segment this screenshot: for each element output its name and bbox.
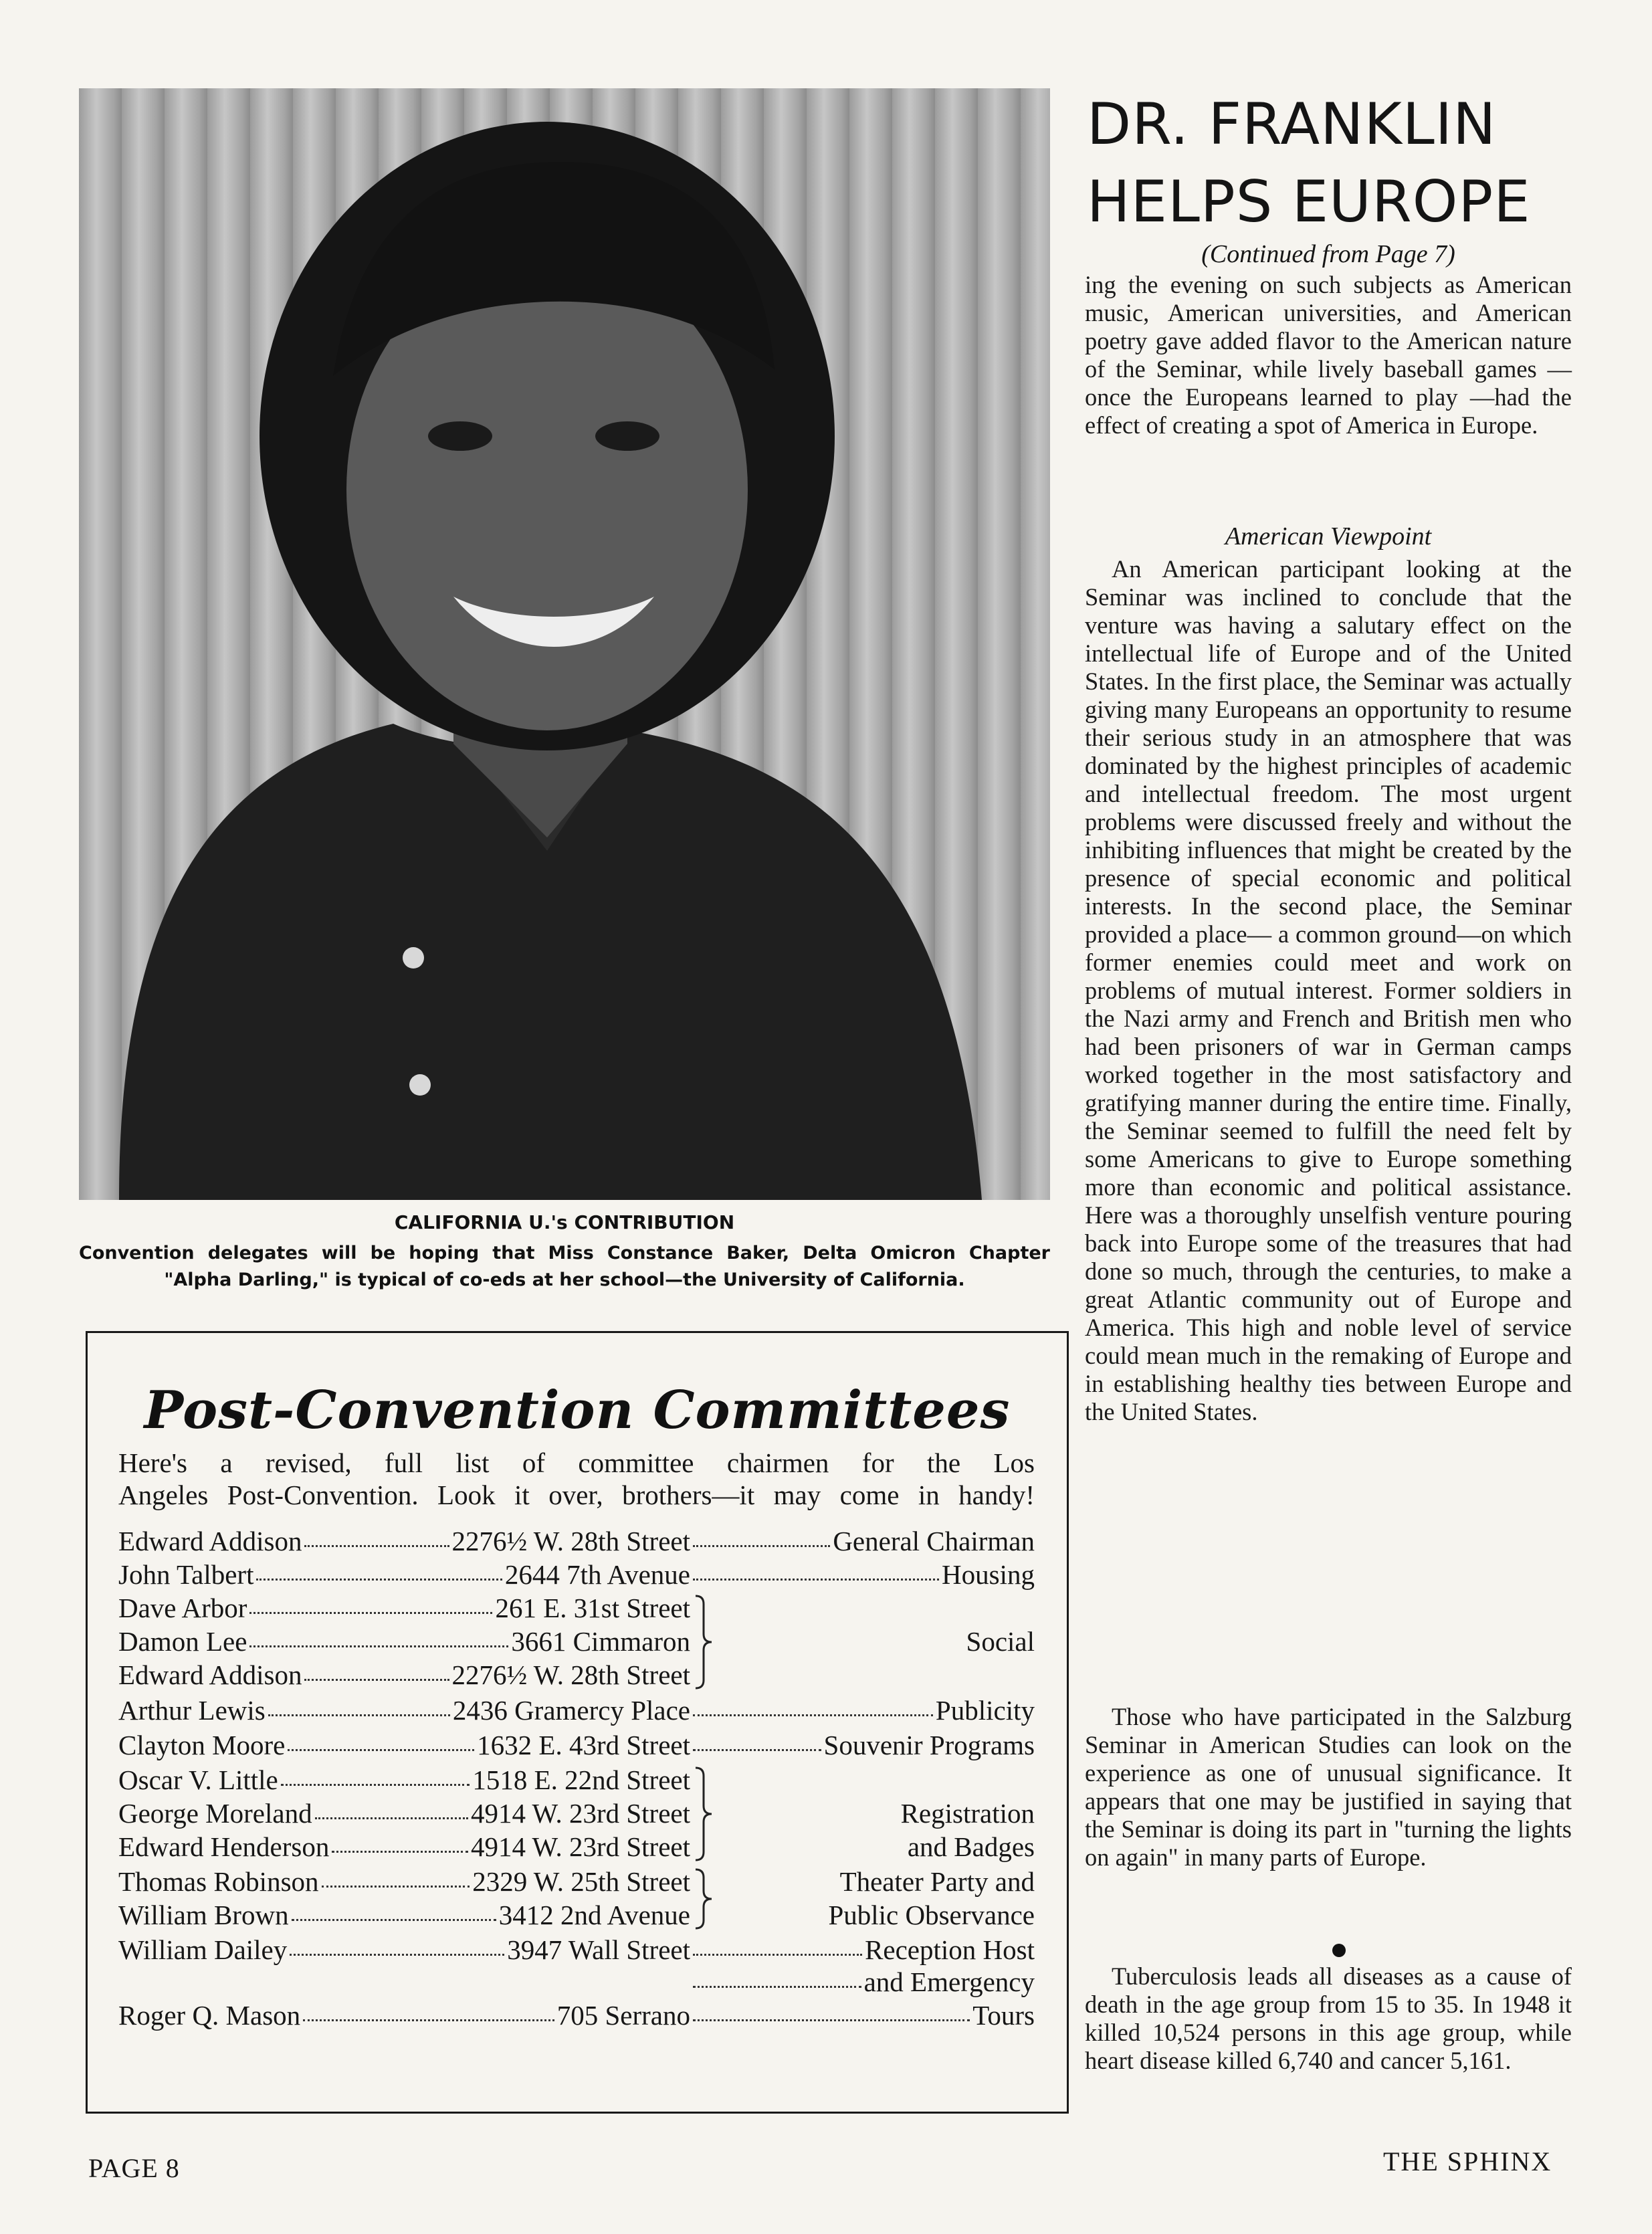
- paragraph-text: Tuberculosis leads all diseases as a cause of death in the age group from 15 to 35. In 1948 it killed 10,524 persons in this age group, while heart disease killed 6,740 and cancer 5,161.: [1085, 1962, 1572, 2074]
- article-paragraph-3: [1085, 1703, 1572, 1871]
- intro-line-1: Here's a revised, full list of committee chairmen for the Los: [118, 1447, 1035, 1478]
- chairman-name: Arthur Lewis: [118, 1695, 266, 1726]
- group-brace: [694, 1766, 714, 1861]
- leader-dots: [693, 1986, 861, 1988]
- article-headline: [1087, 86, 1595, 241]
- chairman-address: 2644 7th Avenue: [504, 1559, 690, 1590]
- chairman-address: 1518 E. 22nd Street: [472, 1764, 690, 1795]
- leader-dots: [290, 1954, 504, 1956]
- chairman-name: William Dailey: [118, 1934, 288, 1965]
- paragraph-text: ing the evening on such subjects as American music, American universities, and American poetry gave added flavor to the American nature of the Seminar, while lively baseball games —once the Europeans learned to play —had the effect of creating a spot of America in Europe.: [1085, 271, 1572, 439]
- committee-duty: Tours: [972, 2000, 1035, 2031]
- leader-dots: [281, 1784, 470, 1786]
- article-subhead: American Viewpoint: [1225, 522, 1432, 550]
- leader-dots: [693, 1749, 821, 1751]
- chairman-name: Edward Henderson: [118, 1831, 330, 1862]
- leader-dots: [693, 1579, 939, 1581]
- committee-duty: and Badges: [907, 1831, 1035, 1862]
- leader-dots: [315, 1817, 468, 1819]
- leader-dots: [249, 1645, 508, 1647]
- chairman-name: Damon Lee: [118, 1626, 247, 1657]
- article-paragraph-4: [1085, 1962, 1572, 2075]
- intro-line-2: Angeles Post-Convention. Look it over, brothers—it may come in handy!: [118, 1480, 1035, 1510]
- chairman-address: 3947 Wall Street: [507, 1934, 690, 1965]
- chairman-name: Dave Arbor: [118, 1593, 247, 1623]
- leader-dots: [322, 1886, 470, 1888]
- chairman-name: George Moreland: [118, 1798, 312, 1829]
- continued-note: (Continued from Page 7): [1201, 240, 1455, 268]
- portrait-photo: [79, 88, 1050, 1200]
- photo-caption: [79, 1209, 1050, 1294]
- chairman-address: 4914 W. 23rd Street: [471, 1831, 690, 1862]
- committee-duty: Souvenir Programs: [823, 1730, 1035, 1760]
- caption-line-1: Convention delegates will be hoping that Miss Constance Baker, Delta Omicron Chapter: [79, 1243, 1050, 1263]
- chairman-address: 3661 Cimmaron: [511, 1626, 690, 1657]
- committees-heading: Post-Convention Committees: [144, 1380, 1011, 1441]
- paragraph-text: Those who have participated in the Salzburg Seminar in American Studies can look on the experience as one of unusual significance. It appears that one may be justified in saying that the Seminar is doing its part in "turning the lights on again" in many parts of Europe.: [1085, 1703, 1572, 1871]
- publication-name: THE SPHINX: [1383, 2146, 1552, 2176]
- leader-dots: [693, 2019, 970, 2021]
- leader-dots: [693, 1714, 933, 1716]
- chairman-name: John Talbert: [118, 1559, 254, 1590]
- committees-intro: [118, 1447, 1035, 1511]
- chairman-address: 2329 W. 25th Street: [472, 1866, 690, 1897]
- leader-dots: [256, 1579, 502, 1581]
- chairman-address: 3412 2nd Avenue: [498, 1900, 690, 1930]
- leader-dots: [332, 1851, 468, 1853]
- leader-dots: [303, 2019, 554, 2021]
- leader-dots: [304, 1679, 449, 1681]
- leader-dots: [268, 1714, 450, 1716]
- leader-dots: [304, 1545, 449, 1547]
- article-paragraph-2: [1085, 555, 1572, 1426]
- post-convention-committees-box: [86, 1331, 1069, 2114]
- portrait-illustration: [79, 88, 1050, 1200]
- committee-duty: Housing: [942, 1559, 1035, 1590]
- chairman-address: 1632 E. 43rd Street: [477, 1730, 690, 1760]
- committee-duty: Publicity: [935, 1695, 1035, 1726]
- group-brace: [694, 1868, 714, 1930]
- committee-duty: Registration: [900, 1798, 1035, 1829]
- headline-line-2: HELPS EUROPE: [1087, 169, 1531, 235]
- chairman-address: 705 Serrano: [556, 2000, 690, 2031]
- chairman-name: Roger Q. Mason: [118, 2000, 301, 2031]
- chairman-address: 2276½ W. 28th Street: [451, 1526, 690, 1556]
- committee-duty: Theater Party and: [839, 1866, 1035, 1897]
- chairman-name: Thomas Robinson: [118, 1866, 319, 1897]
- group-brace: [694, 1595, 714, 1690]
- chairman-name: Edward Addison: [118, 1659, 302, 1690]
- page-number: PAGE 8: [88, 2153, 180, 2183]
- caption-line-2: "Alpha Darling," is typical of co-eds at her school—the University of California.: [164, 1270, 965, 1290]
- committee-duty: Public Observance: [828, 1900, 1035, 1930]
- leader-dots: [693, 1954, 862, 1956]
- committee-duty: and Emergency: [863, 1966, 1035, 1997]
- committee-duty: General Chairman: [833, 1526, 1035, 1556]
- bullet-separator: [1332, 1944, 1346, 1957]
- chairman-address: 2276½ W. 28th Street: [451, 1659, 690, 1690]
- paragraph-text: An American participant looking at the Seminar was inclined to conclude that the venture was having a salutary effect on the intellectual life of Europe and of the United States. In the first place, the Seminar was actually giving many Europeans an opportunity to resume their serious study in an atmosphere that was dominated by the highest principles of academic and intellectual freedom. The most urgent problems were discussed freely and without the inhibiting influences that might be created by the presence of special economic and political interests. In the second place, the Seminar provided a place— a common ground—on which former enemies could meet and work on problems of mutual interest. Former soldiers in the Nazi army and French and British men who had been prisoners of war in German camps worked together in the most satisfactory and gratifying manner during the entire time. Finally, the Seminar seemed to fulfill the need felt by some Americans to give to Europe something more than economic and political assistance. Here was a thoroughly unselfish venture pouring back into Europe some of the treasures that had done so much, through the centuries, to make a great Atlantic community out of Europe and America. This high and noble level of service could mean much in the remaking of Europe and in establishing healthy ties between Europe and the United States.: [1085, 555, 1572, 1425]
- chairman-name: Clayton Moore: [118, 1730, 286, 1760]
- leader-dots: [292, 1919, 496, 1921]
- leader-dots: [288, 1749, 474, 1751]
- committee-duty: Reception Host: [865, 1934, 1035, 1965]
- headline-line-1: DR. FRANKLIN: [1087, 91, 1497, 158]
- chairman-name: Oscar V. Little: [118, 1764, 278, 1795]
- chairman-address: 4914 W. 23rd Street: [471, 1798, 690, 1829]
- committee-duty: Social: [966, 1626, 1035, 1657]
- leader-dots: [693, 1545, 830, 1547]
- article-paragraph-1: [1085, 271, 1572, 439]
- chairman-name: Edward Addison: [118, 1526, 302, 1556]
- leader-dots: [249, 1612, 492, 1614]
- chairman-name: William Brown: [118, 1900, 289, 1930]
- caption-title: CALIFORNIA U.'s CONTRIBUTION: [394, 1211, 735, 1233]
- chairman-address: 261 E. 31st Street: [495, 1593, 690, 1623]
- chairman-address: 2436 Gramercy Place: [452, 1695, 690, 1726]
